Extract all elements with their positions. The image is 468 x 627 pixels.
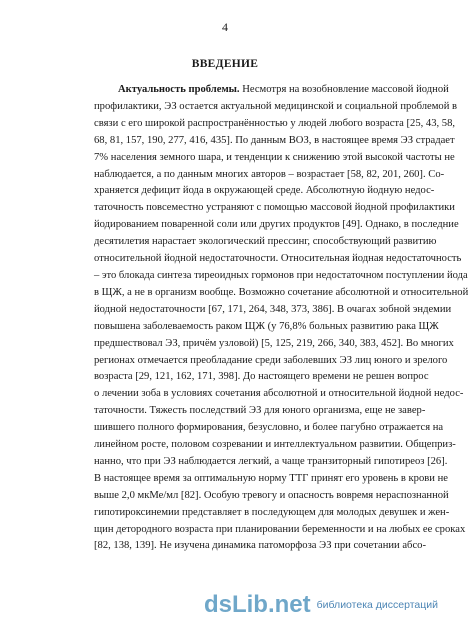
text-line: – это блокада синтеза тиреоидных гормонов при недостаточном поступлении йода xyxy=(94,269,468,281)
text-line: предшествовал ЭЗ, причём узловой) [5, 125, 219, 266, 340, 383, 452]. Во многих xyxy=(94,337,454,349)
text-line: йодной недостаточности [67, 171, 264, 348, 373, 386]. В очагах зобной эндемии xyxy=(94,303,452,315)
text-line: десятилетия нарастает экологический прессинг, способствующий развитию xyxy=(94,236,437,248)
text-line xyxy=(94,82,449,99)
text-line: относительной йодной недостаточности. Относительная йодная недостаточность xyxy=(94,253,462,265)
text-line: [82, 138, 139]. Не изучена динамика патоморфоза ЭЗ при сочетании абсо- xyxy=(94,540,426,552)
body-paragraph xyxy=(94,82,468,555)
text-line: линейном росте, половом созревании и интеллектуальном развитии. Общеприз- xyxy=(94,439,456,451)
text-line: В настоящее время за оптимальную норму ТТГ принят его уровень в крови не xyxy=(94,472,448,484)
text-line-rest: Несмотря на возобновление массовой йодной xyxy=(239,84,449,95)
text-line: гипотироксинемии представляет в последующем для молодых девушек и жен- xyxy=(94,506,450,518)
text-line: выше 2,0 мкМе/мл [82]. Особую тревогу и опасность вовремя нераспознанной xyxy=(94,489,449,501)
text-line: таточности. Тяжесть последствий ЭЗ для юного организма, еще не завер- xyxy=(94,405,426,417)
text-line: йодированием поваренной соли или других продуктов [49]. Однако, в последние xyxy=(94,219,459,231)
text-line: наблюдается, а по данным многих авторов – возрастает [58, 82, 201, 260]. Со- xyxy=(94,168,445,180)
text-line: повышена заболеваемость раком ЩЖ (у 76,8% больных развитию рака ЩЖ xyxy=(94,320,439,332)
section-heading: ВВЕДЕНИЕ xyxy=(191,58,259,70)
text-line: шившего полного формирования, безусловно, и более пагубно отражается на xyxy=(94,422,444,434)
watermark-subtitle: библиотека диссертаций xyxy=(316,599,438,611)
text-line: 68, 81, 157, 190, 277, 416, 435]. По данным ВОЗ, в настоящее время ЭЗ страдает xyxy=(94,134,455,146)
text-line: возраста [29, 121, 162, 171, 398]. До настоящего времени не решен вопрос xyxy=(94,371,429,383)
text-line: щин детородного возраста при планировании беременности и на любых ее сроках xyxy=(94,523,466,535)
text-line: о лечении зоба в условиях сочетания абсолютной и относительной йодной недос- xyxy=(94,388,464,400)
watermark xyxy=(204,593,438,617)
text-line: регионах отмечается преобладание среди заболевших ЭЗ лиц юного и зрелого xyxy=(94,354,448,366)
text-line: в ЩЖ, а не в организм вообще. Возможно сочетание абсолютной и относительной xyxy=(94,286,468,298)
text-line: нанно, что при ЭЗ наблюдается легкий, а чаще транзиторный гипотиреоз [26]. xyxy=(94,455,448,467)
text-line: таточность повсеместно устраняют с помощью массовой йодной профилактики xyxy=(94,202,455,214)
text-line: связи с его широкой распространённостью у людей любого возраста [25, 43, 58, xyxy=(94,117,456,129)
text-line: 7% населения земного шара, и тенденции к снижению этой высокой частоты не xyxy=(94,151,455,163)
text-line: профилактики, ЭЗ остается актуальной медицинской и социальной проблемой в xyxy=(94,100,458,112)
page-number: 4 xyxy=(222,20,228,34)
text-line: храняется дефицит йода в окружающей среде. Абсолютную йодную недос- xyxy=(94,185,435,197)
lead-phrase: Актуальность проблемы. xyxy=(118,84,240,95)
watermark-logo: dsLib.net xyxy=(203,591,311,618)
